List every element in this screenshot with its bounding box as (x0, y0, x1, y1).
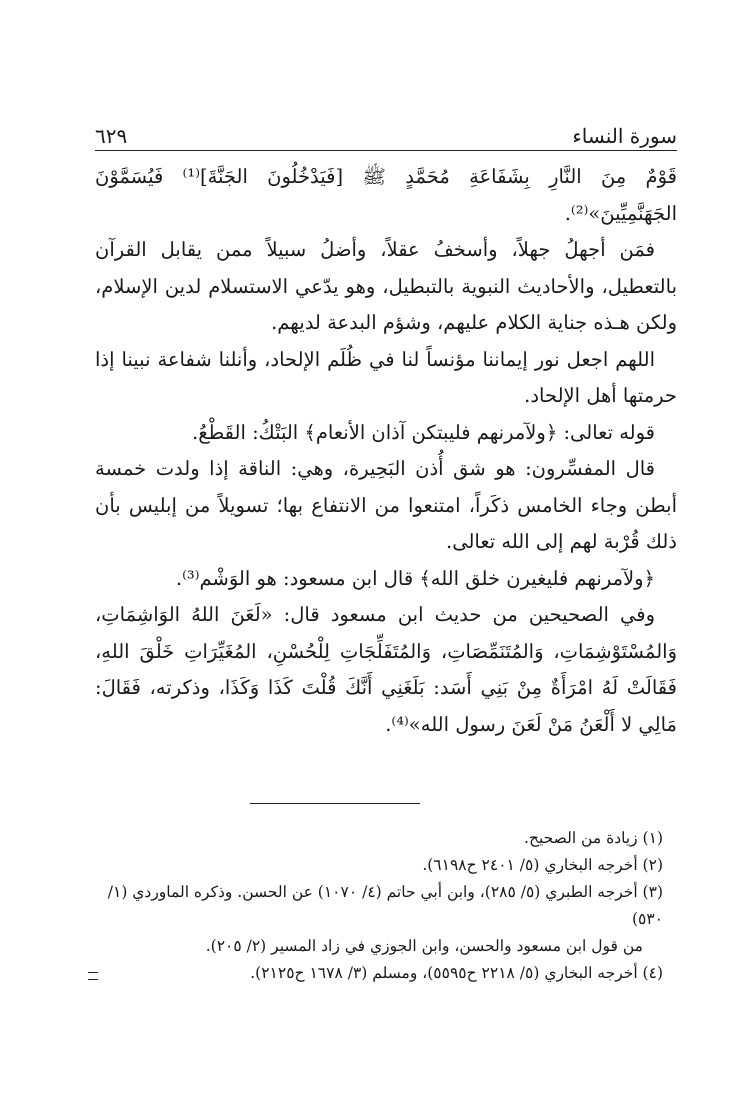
surah-title: سورة النساء (572, 124, 677, 148)
page-header (95, 120, 677, 151)
paragraph-verse-taghyir: ﴿ولآمرنهم فليغيرن خلق الله﴾ قال ابن مسعود: هو الوَشْم⁽³⁾. (175, 566, 655, 590)
footnote-separator (250, 803, 420, 804)
footnotes (85, 825, 675, 987)
footnote-3-continued: من قول ابن مسعود والحسن، وابن الجوزي في زاد المسير (٢/ ٢٠٥). (205, 937, 643, 955)
footnote-2: (٢) أخرجه البخاري (٥/ ٢٤٠١ ح٦١٩٨). (422, 856, 663, 874)
footnote-3: (٣) أخرجه الطبري (٥/ ٢٨٥)، وابن أبي حاتم (٤/ ١٠٧٠) عن الحسن. وذكره الماوردي (١/ ٥٣٠) (107, 883, 663, 928)
main-text (95, 159, 677, 743)
paragraph-verse-batk: قوله تعالى: ﴿ولآمرنهم فليبتكن آذان الأنعام﴾ البَتْكُ: القَطْعُ. (192, 420, 655, 444)
paragraph-commentary: فمَن أجهلُ جهلاً، وأسخفُ عقلاً، وأضلُ سبيلاً ممن يقابل القرآن بالتعطيل، والأحاديث النبوية بالتبطيل، وهو يدّعي الاستسلام لدين الإسلام، ولكن هـذه جناية الكلام عليهم، وشؤم البدعة لديهم. (95, 238, 677, 334)
page (95, 120, 677, 743)
footnote-1: (١) زيادة من الصحيح. (524, 829, 663, 847)
paragraph-sahihain: وفي الصحيحين من حديث ابن مسعود قال: «لَعَنَ اللهُ الوَاشِمَاتِ، وَالمُسْتَوْشِمَاتِ، وَالمُتَنَمِّصَاتِ، وَالمُتَفَلِّجَاتِ لِلْحُسْنِ، المُغَيِّرَاتِ خَلْقَ اللهِ، فَقَالَتْ لَهُ امْرَأَةٌ مِنْ بَنِي أَسَد: بَلَغَنِي أَنَّكَ قُلْتَ كَذَا وَكَذَا، وذكرته، فَقَالَ: مَالِي لا أَلْعَنُ مَنْ لَعَنَ رسول الله»⁽⁴⁾. (95, 603, 677, 736)
footnote-4: (٤) أخرجه البخاري (٥/ ٢٢١٨ ح٥٥٩٥)، ومسلم (٣/ ١٦٧٨ ح٢١٢٥). (250, 964, 663, 982)
paragraph-hadith-end: قَوْمٌ مِنَ النَّارِ بِشَفَاعَةِ مُحَمَّدٍ ﷺ [فَيَدْخُلُونَ الجَنَّةَ]⁽¹⁾ فَيُسَمَّوْنَ الجَهَنَّمِيِّينَ»⁽²⁾. (95, 165, 678, 225)
paragraph-mufassirun: قال المفسِّرون: هو شق أُذن البَحِيرة، وهي: الناقة إذا ولدت خمسة أبطن وجاء الخامس ذكَراً، امتنعوا من الانتفاع بها؛ تسويلاً من إبليس بأن ذلك قُرْبة لهم إلى الله تعالى. (95, 457, 677, 553)
page-number: ٦٢٩ (95, 124, 128, 148)
end-mark (88, 972, 98, 980)
paragraph-supplication: اللهم اجعل نور إيماننا مؤنساً لنا في ظُلَم الإلحاد، وأنلنا شفاعة نبينا إذا حرمتها أهل الإلحاد. (95, 347, 677, 407)
